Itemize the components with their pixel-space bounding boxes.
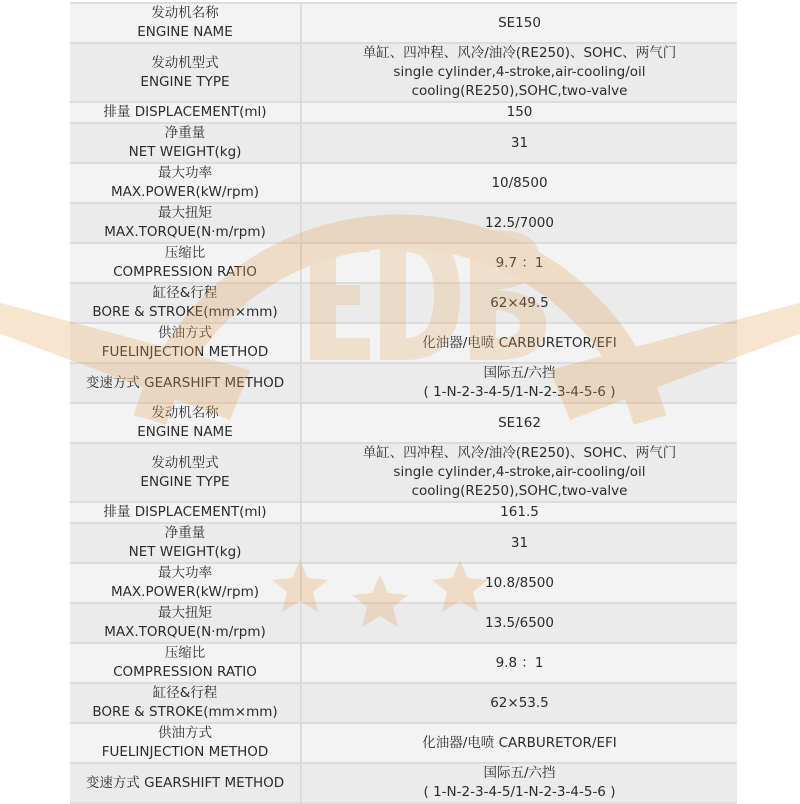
spec-value-line: 9.7 ：1: [495, 254, 544, 271]
spec-label-zh: 变速方式: [85, 374, 140, 391]
spec-value-line: 31: [510, 534, 529, 551]
spec-value-cell: [302, 204, 737, 242]
spec-row: [70, 164, 737, 202]
spec-value-cell: [302, 124, 737, 162]
spec-label-cell: [70, 764, 302, 802]
spec-label-zh: 缸径&行程: [152, 685, 218, 701]
spec-label-zh: 最大功率: [158, 165, 212, 181]
spec-label-en: BORE & STROKE(mm×mm): [92, 304, 278, 320]
spec-value-cell: [302, 644, 737, 682]
spec-value-cell: [302, 724, 737, 762]
spec-label-en: MAX.TORQUE(N·m/rpm): [104, 224, 266, 240]
spec-value-cell: [302, 503, 737, 522]
spec-label-zh: 最大扭矩: [158, 205, 212, 221]
spec-label-en: GEARSHIFT METHOD: [144, 774, 285, 791]
spec-value-line: single cylinder,4-stroke,air-cooling/oil: [393, 464, 646, 480]
spec-label-en: BORE & STROKE(mm×mm): [92, 704, 278, 720]
spec-value-line: 10/8500: [491, 174, 548, 191]
spec-label-en: ENGINE NAME: [137, 424, 233, 440]
spec-label-en: MAX.TORQUE(N·m/rpm): [104, 624, 266, 640]
spec-value-line: 150: [506, 104, 533, 120]
spec-row: [70, 764, 737, 802]
spec-label-zh: 发动机型式: [151, 454, 219, 471]
spec-value-cell: [302, 164, 737, 202]
engine-spec-sheet: [70, 2, 737, 804]
spec-label-cell: [70, 564, 302, 602]
spec-label-cell: [70, 324, 302, 362]
spec-value-cell: [302, 364, 737, 402]
spec-label-zh: 最大功率: [158, 565, 212, 581]
spec-row: [70, 503, 737, 522]
spec-value-line: 国际五/六挡: [483, 765, 556, 781]
spec-value-line: SE162: [498, 414, 541, 431]
spec-label-cell: [70, 44, 302, 101]
spec-label-en: DISPLACEMENT(ml): [134, 104, 267, 120]
spec-value-line: 9.8 ：1: [495, 654, 544, 671]
spec-label-zh: 缸径&行程: [152, 285, 218, 301]
spec-row: [70, 364, 737, 402]
spec-value-cell: [302, 4, 737, 42]
spec-table-body: [70, 4, 737, 802]
spec-row: [70, 244, 737, 282]
spec-label-cell: [70, 103, 302, 122]
spec-value-cell: [302, 564, 737, 602]
spec-label-cell: [70, 284, 302, 322]
spec-value-cell: [302, 684, 737, 722]
spec-label-en: MAX.POWER(kW/rpm): [111, 184, 259, 200]
spec-row: [70, 44, 737, 101]
spec-label-en: MAX.POWER(kW/rpm): [111, 584, 259, 600]
spec-label-zh: 最大扭矩: [158, 605, 212, 621]
spec-row: [70, 564, 737, 602]
spec-label-en: FUELINJECTION METHOD: [101, 344, 269, 360]
spec-value-line: 161.5: [500, 504, 539, 520]
spec-row: [70, 324, 737, 362]
spec-label-cell: [70, 724, 302, 762]
spec-label-zh: 净重量: [164, 525, 206, 541]
spec-row: [70, 124, 737, 162]
spec-value-cell: [302, 524, 737, 562]
spec-value-line: ( 1-N-2-3-4-5/1-N-2-3-4-5-6 ): [423, 784, 616, 800]
spec-label-en: GEARSHIFT METHOD: [144, 374, 285, 391]
spec-label-zh: 变速方式: [85, 774, 140, 791]
spec-value-line: 13.5/6500: [485, 614, 554, 631]
spec-label-en: ENGINE NAME: [137, 24, 233, 40]
spec-label-zh: 供油方式: [158, 325, 212, 341]
spec-row: [70, 444, 737, 501]
spec-label-cell: [70, 524, 302, 562]
spec-label-zh: 压缩比: [164, 245, 206, 261]
spec-label-en: FUELINJECTION METHOD: [101, 744, 269, 760]
spec-label-zh: 净重量: [164, 125, 206, 141]
spec-label-en: NET WEIGHT(kg): [128, 544, 242, 560]
spec-value-line: SE150: [498, 14, 541, 31]
spec-value-cell: [302, 103, 737, 122]
spec-row: [70, 524, 737, 562]
spec-row: [70, 724, 737, 762]
spec-label-cell: [70, 4, 302, 42]
spec-value-line: 31: [510, 134, 529, 151]
spec-value-cell: [302, 404, 737, 442]
spec-label-cell: [70, 164, 302, 202]
spec-label-cell: [70, 204, 302, 242]
spec-value-cell: [302, 324, 737, 362]
spec-label-cell: [70, 684, 302, 722]
spec-label-en: COMPRESSION RATIO: [113, 664, 257, 680]
spec-value-line: 62×49.5: [490, 294, 549, 311]
spec-label-en: COMPRESSION RATIO: [113, 264, 257, 280]
spec-value-line: 单缸、四冲程、风冷/油冷(RE250)、SOHC、两气门: [362, 445, 677, 461]
spec-value-line: 单缸、四冲程、风冷/油冷(RE250)、SOHC、两气门: [362, 45, 677, 61]
spec-row: [70, 284, 737, 322]
spec-row: [70, 204, 737, 242]
spec-row: [70, 103, 737, 122]
spec-label-zh: 排量: [103, 504, 131, 520]
spec-value-cell: [302, 604, 737, 642]
spec-label-cell: [70, 604, 302, 642]
spec-row: [70, 404, 737, 442]
spec-value-line: cooling(RE250),SOHC,two-valve: [411, 483, 628, 499]
spec-label-en: ENGINE TYPE: [140, 73, 230, 90]
spec-value-line: 化油器/电喷 CARBURETOR/EFI: [422, 734, 617, 751]
spec-label-en: ENGINE TYPE: [140, 473, 230, 490]
spec-label-cell: [70, 503, 302, 522]
spec-value-cell: [302, 244, 737, 282]
spec-value-cell: [302, 444, 737, 501]
spec-label-cell: [70, 364, 302, 402]
spec-label-zh: 发动机型式: [151, 54, 219, 71]
spec-value-cell: [302, 284, 737, 322]
spec-label-zh: 压缩比: [164, 645, 206, 661]
spec-row: [70, 604, 737, 642]
spec-value-line: single cylinder,4-stroke,air-cooling/oil: [393, 64, 646, 80]
spec-row: [70, 644, 737, 682]
spec-label-en: DISPLACEMENT(ml): [134, 504, 267, 520]
spec-label-cell: [70, 124, 302, 162]
spec-label-cell: [70, 644, 302, 682]
spec-label-cell: [70, 444, 302, 501]
spec-value-line: 62×53.5: [490, 694, 549, 711]
spec-label-zh: 发动机名称: [151, 405, 219, 421]
spec-label-zh: 供油方式: [158, 725, 212, 741]
spec-value-line: ( 1-N-2-3-4-5/1-N-2-3-4-5-6 ): [423, 384, 616, 400]
spec-value-line: 国际五/六挡: [483, 365, 556, 381]
spec-value-line: 化油器/电喷 CARBURETOR/EFI: [422, 334, 617, 351]
spec-row: [70, 684, 737, 722]
spec-value-line: 12.5/7000: [485, 214, 554, 231]
spec-label-zh: 排量: [103, 104, 131, 120]
spec-label-cell: [70, 244, 302, 282]
spec-label-zh: 发动机名称: [151, 5, 219, 21]
spec-value-line: 10.8/8500: [485, 574, 554, 591]
spec-value-cell: [302, 44, 737, 101]
spec-label-cell: [70, 404, 302, 442]
spec-label-en: NET WEIGHT(kg): [128, 144, 242, 160]
spec-value-line: cooling(RE250),SOHC,two-valve: [411, 83, 628, 99]
spec-row: [70, 4, 737, 42]
spec-value-cell: [302, 764, 737, 802]
engine-spec-table: [70, 2, 737, 804]
